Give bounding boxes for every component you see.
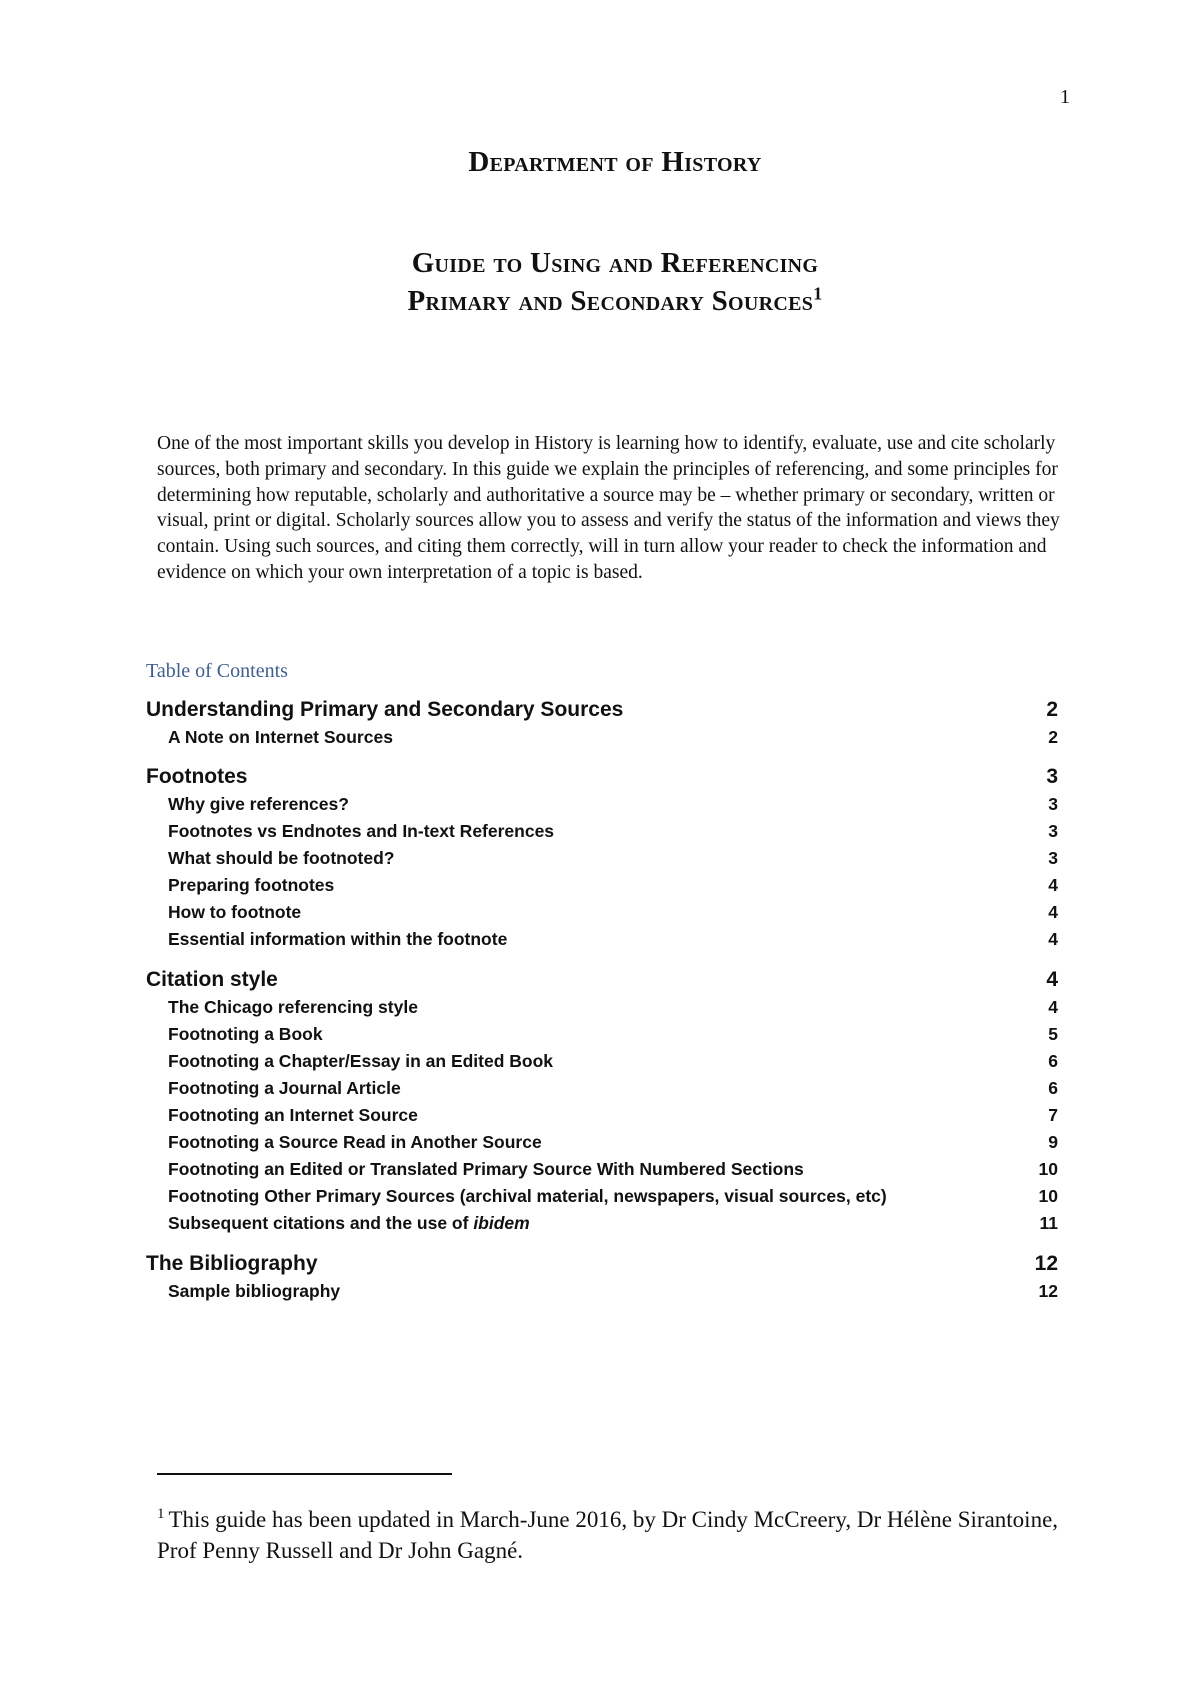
toc-entry-title: How to footnote (168, 902, 302, 922)
toc-entry-title: The Chicago referencing style (168, 997, 418, 1017)
toc-entry-title: Footnotes vs Endnotes and In-text References (168, 821, 555, 841)
guide-title-line-2-text: Primary and Secondary Sources (407, 285, 814, 317)
toc-entry-title: Why give references? (168, 794, 349, 814)
toc-entry-title: Subsequent citations and the use of (168, 1213, 474, 1233)
toc-entry-footnoting-journal[interactable] (146, 1078, 1058, 1106)
toc-entry-subsequent-citations[interactable] (146, 1213, 1058, 1241)
toc-entry-title: What should be footnoted? (168, 848, 395, 868)
toc-heading: Table of Contents (146, 660, 288, 682)
toc-entry-page: 4 (1048, 902, 1058, 922)
toc-entry-title: Footnoting Other Primary Sources (archival material, newspapers, visual sources, etc) (168, 1186, 887, 1206)
toc-entry-page: 6 (1048, 1078, 1058, 1098)
toc-entry-title: Essential information within the footnote (168, 929, 508, 949)
toc-entry-footnoting-internet[interactable] (146, 1105, 1058, 1133)
toc-entry-footnotes[interactable] (146, 765, 1058, 793)
toc-entry-title: Footnoting a Chapter/Essay in an Edited Book (168, 1051, 554, 1071)
toc-entry-page: 3 (1048, 821, 1058, 841)
toc-entry-chicago-style[interactable] (146, 997, 1058, 1025)
toc-entry-why-give-references[interactable] (146, 794, 1058, 822)
toc-entry-footnoting-source-in-source[interactable] (146, 1132, 1058, 1160)
toc-entry-footnoting-chapter[interactable] (146, 1051, 1058, 1079)
toc-entry-page: 6 (1048, 1051, 1058, 1071)
toc-entry-page: 4 (1046, 968, 1058, 991)
intro-paragraph: One of the most important skills you develop in History is learning how to identify, evaluate, use and cite scholarly sources, both primary and secondary. In this guide we explain the principles of referencing, and some principles for determining how reputable, scholarly and authoritative a source may be – whether primary or secondary, written or visual, print or digital. Scholarly sources allow you to assess and verify the status of the information and views they contain. Using such sources, and citing them correctly, will in turn allow your reader to check the information and evidence on which your own interpretation of a topic is based. (157, 433, 1060, 583)
toc-entry-bibliography[interactable] (146, 1252, 1058, 1280)
toc-entry-page: 7 (1048, 1105, 1058, 1125)
footnote (157, 1504, 1077, 1566)
toc-entry-page: 10 (1038, 1159, 1058, 1179)
toc-entry-page: 2 (1046, 698, 1058, 721)
toc-entry-title: Footnoting an Internet Source (168, 1105, 418, 1125)
toc-entry-title: Footnoting a Source Read in Another Source (168, 1132, 542, 1152)
toc-entry-page: 4 (1048, 929, 1058, 949)
toc-entry-page: 9 (1048, 1132, 1058, 1152)
toc-entry-title-italic: ibidem (473, 1213, 530, 1233)
toc-entry-title: Preparing footnotes (168, 875, 335, 895)
toc-entry-how-to-footnote[interactable] (146, 902, 1058, 930)
toc-entry-title: Footnotes (146, 765, 248, 788)
toc-entry-title: Understanding Primary and Secondary Sources (146, 698, 624, 721)
toc-entry-title: Footnoting an Edited or Translated Primary Source With Numbered Sections (168, 1159, 804, 1179)
toc-entry-page: 5 (1048, 1024, 1058, 1044)
toc-entry-footnoting-book[interactable] (146, 1024, 1058, 1052)
toc-entry-title-wrap (168, 1213, 530, 1234)
toc-entry-internet-sources-note[interactable] (146, 727, 1058, 755)
toc-entry-footnoting-edited-primary[interactable] (146, 1159, 1058, 1187)
toc-entry-title: Citation style (146, 968, 278, 991)
toc-entry-page: 3 (1048, 848, 1058, 868)
toc-entry-citation-style[interactable] (146, 968, 1058, 996)
toc-entry-essential-information[interactable] (146, 929, 1058, 957)
footnote-text: This guide has been updated in March-June 2016, by Dr Cindy McCreery, Dr Hélène Sirantoine, Prof Penny Russell and Dr John Gagné. (157, 1507, 1059, 1563)
title-footnote-marker[interactable]: 1 (813, 283, 823, 304)
toc-entry-page: 12 (1038, 1281, 1058, 1301)
page-number: 1 (1060, 86, 1070, 108)
toc-entry-understanding-sources[interactable] (146, 698, 1058, 726)
toc-entry-page: 11 (1039, 1213, 1058, 1233)
toc-entry-what-footnoted[interactable] (146, 848, 1058, 876)
guide-title-line-1: Guide to Using and Referencing (411, 247, 819, 279)
toc-entry-footnotes-vs-endnotes[interactable] (146, 821, 1058, 849)
toc-entry-sample-bibliography[interactable] (146, 1281, 1058, 1309)
toc-entry-page: 4 (1048, 875, 1058, 895)
footnote-separator (157, 1473, 452, 1475)
toc-entry-title: Sample bibliography (168, 1281, 341, 1301)
department-title: Department of History (468, 146, 762, 178)
toc-entry-footnoting-other-primary[interactable] (146, 1186, 1058, 1214)
toc-entry-page: 12 (1034, 1252, 1058, 1275)
toc-entry-page: 4 (1048, 997, 1058, 1017)
footnote-marker: 1 (157, 1506, 165, 1523)
toc-entry-title: The Bibliography (146, 1252, 318, 1275)
toc-entry-page: 3 (1046, 765, 1058, 788)
toc-entry-title: Footnoting a Book (168, 1024, 323, 1044)
toc-entry-page: 3 (1048, 794, 1058, 814)
toc-entry-page: 10 (1038, 1186, 1058, 1206)
toc-entry-page: 2 (1048, 727, 1058, 747)
toc-entry-preparing-footnotes[interactable] (146, 875, 1058, 903)
toc-entry-title: Footnoting a Journal Article (168, 1078, 401, 1098)
toc-entry-title: A Note on Internet Sources (168, 727, 393, 747)
